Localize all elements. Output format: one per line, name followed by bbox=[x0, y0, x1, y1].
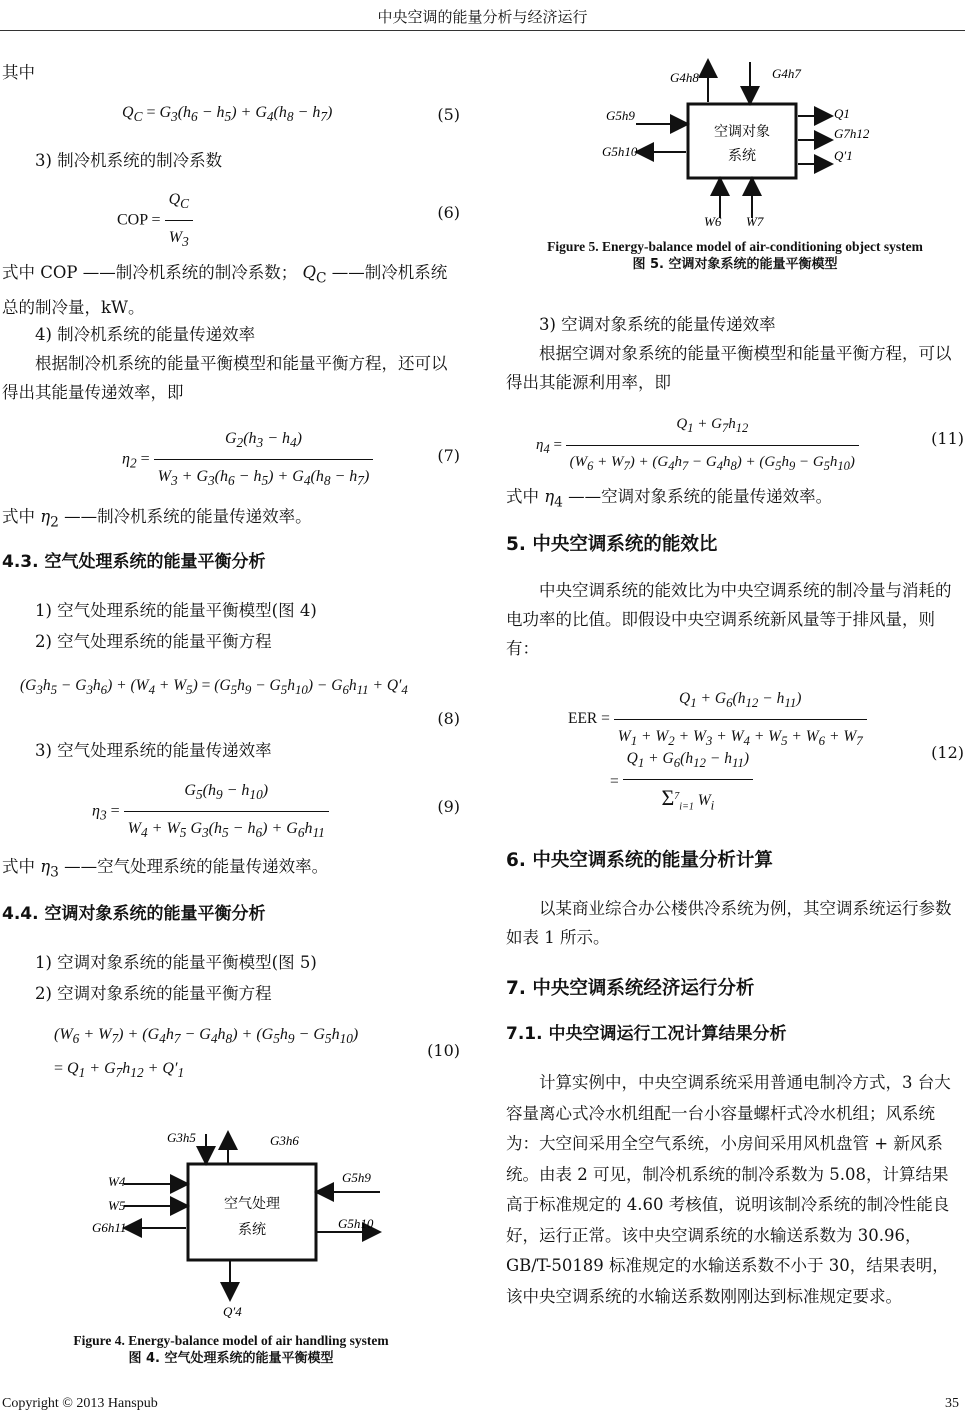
fig4-label-bottom-out: Q′4 bbox=[223, 1304, 242, 1319]
text-balance-efficiency: 根据制冷机系统的能量平衡模型和能量平衡方程，还可以得出其能量传递效率，即 bbox=[2, 354, 448, 402]
item-efficiency-heading: 4) 制冷机系统的能量传递效率 bbox=[35, 325, 256, 344]
figure-4-caption bbox=[2, 1332, 460, 1368]
equation-5: $Q_C = G_3(h_6 - h_5) + G_4(h_8 - h_7)$ bbox=[122, 104, 333, 125]
figure-5-diagram bbox=[600, 52, 870, 228]
fig4-box-line2: 系统 bbox=[238, 1222, 266, 1238]
equation-5-number: (5) bbox=[437, 105, 460, 124]
equation-10: $(W_6 + W_7) + (G_4h_7 - G_4h_8) + (G_5h_9 - G_5h_{10})$ = $Q_1 + G_7h_{12} + Q'_1$ bbox=[54, 1026, 359, 1081]
fig5-label-top-out: G4h8 bbox=[670, 70, 699, 85]
section-5-heading: 5. 中央空调系统的能效比 bbox=[506, 534, 718, 555]
equation-7-number: (7) bbox=[437, 446, 460, 465]
figure-5-caption-zh: 图 5. 空调对象系统的能量平衡模型 bbox=[632, 257, 838, 272]
section-7-1-heading: 7.1. 中央空调运行工况计算结果分析 bbox=[506, 1024, 787, 1044]
item-4-3-1: 1) 空气处理系统的能量平衡模型(图 4) bbox=[35, 601, 317, 620]
section-4-4-heading: 4.4. 空调对象系统的能量平衡分析 bbox=[2, 904, 266, 924]
item-4-4-1: 1) 空调对象系统的能量平衡模型(图 5) bbox=[35, 953, 317, 972]
fig5-label-bottom-in1: W6 bbox=[704, 214, 722, 228]
figure-4-caption-en: Figure 4. Energy-balance model of air handling system bbox=[73, 1333, 389, 1348]
fig4-label-right-out: G5h10 bbox=[338, 1216, 374, 1231]
fig5-label-bottom-in2: W7 bbox=[746, 214, 764, 228]
footer-copyright: Copyright © 2013 Hanspub bbox=[2, 1396, 158, 1411]
equation-10-number: (10) bbox=[427, 1041, 460, 1060]
equation-12-line2: = $\frac{Q_1 + G_6(h_{12} - h_{11})}{\Sigma^7_{i=1} W_i}$ bbox=[610, 744, 753, 821]
text-example: 以某商业综合办公楼供冷系统为例，其空调系统运行参数如表 1 所示。 bbox=[506, 899, 952, 947]
section-7-heading: 7. 中央空调系统经济运行分析 bbox=[506, 978, 755, 999]
fig4-box bbox=[188, 1164, 316, 1260]
fig4-label-top-in: G3h5 bbox=[167, 1130, 196, 1145]
text-qizhong: 其中 bbox=[2, 63, 35, 82]
fig4-label-left-in2: W5 bbox=[108, 1198, 126, 1213]
running-header: 中央空调的能量分析与经济运行 bbox=[377, 8, 588, 26]
figure-5-caption-en: Figure 5. Energy-balance model of air-conditioning object system bbox=[547, 239, 923, 254]
equation-7: $\eta_2$ = $\frac{G_2(h_3 - h_4)}{W_3 + G_3(h_6 - h_5) + G_4(h_8 - h_7)}$ bbox=[122, 424, 373, 495]
fig4-label-left-in1: W4 bbox=[108, 1174, 126, 1189]
fig5-label-left-in: G5h9 bbox=[606, 108, 635, 123]
section-4-3-heading: 4.3. 空气处理系统的能量平衡分析 bbox=[2, 552, 266, 572]
equation-12-number: (12) bbox=[931, 743, 964, 762]
figure-4-diagram bbox=[80, 1120, 400, 1320]
text-eer-definition: 中央空调系统的能效比为中央空调系统的制冷量与消耗的电功率的比值。即假设中央空调系统新风量等于排风量，则有： bbox=[506, 581, 952, 658]
footer-page-number: 35 bbox=[945, 1396, 959, 1411]
fig5-label-right-out1: Q1 bbox=[834, 106, 850, 121]
item-object-efficiency: 3) 空调对象系统的能量传递效率 bbox=[539, 315, 776, 334]
item-4-3-3: 3) 空气处理系统的能量传递效率 bbox=[35, 741, 272, 760]
text-eta3-def: 式中 $\eta_3$ ——空气处理系统的能量传递效率。 bbox=[2, 857, 329, 881]
equation-9-number: (9) bbox=[437, 797, 460, 816]
item-4-4-2: 2) 空调对象系统的能量平衡方程 bbox=[35, 984, 272, 1003]
item-cop-heading: 3) 制冷机系统的制冷系数 bbox=[35, 151, 223, 170]
text-result-analysis: 计算实例中，中央空调系统采用普通电制冷方式，3 台大容量离心式冷水机组配一台小容量螺杆式冷水机组；风系统为：大空间采用全空气系统，小房间采用风机盘管 + 新风系统。由表 2 可见，制冷机系统的制冷系数为 5.08，计算结果高于标准规定的 4.60 考核值，说明该制冷系统的制冷性能良好，运行正常。该中央空调系统的水输送系数为 30.96，GB/T-50189 标准规定的水输送系数不小于 30，结果表明，该中央空调系统的水输送系数刚刚达到标准规定要求。 bbox=[506, 1073, 951, 1306]
equation-11: $\eta_4$ = $\frac{Q_1 + G_7h_{12}}{(W_6 + W_7) + (G_4h_7 - G_4h_8) + (G_5h_9 - G_5h_{10})}$ bbox=[536, 410, 859, 481]
equation-6-number: (6) bbox=[437, 203, 460, 222]
fig4-label-top-out: G3h6 bbox=[270, 1133, 299, 1148]
fig5-label-right-out2: G7h12 bbox=[834, 126, 870, 141]
fig5-box-line2: 系统 bbox=[728, 148, 756, 164]
text-cop-def: 式中 COP ——制冷机系统的制冷系数； $Q_C$ ——制冷机系统总的制冷量，kW。 bbox=[2, 263, 448, 318]
text-eta2-def: 式中 $\eta_2$ ——制冷机系统的能量传递效率。 bbox=[2, 507, 312, 531]
fig4-box-line1: 空气处理 bbox=[224, 1196, 280, 1212]
text-source-utilization: 根据空调对象系统的能量平衡模型和能量平衡方程，可以得出其能源利用率，即 bbox=[506, 344, 952, 392]
fig5-box-line1: 空调对象 bbox=[714, 124, 770, 140]
fig4-label-right-in: G5h9 bbox=[342, 1170, 371, 1185]
equation-8-number: (8) bbox=[437, 709, 460, 728]
fig5-label-left-out: G5h10 bbox=[602, 144, 638, 159]
fig5-box bbox=[688, 104, 796, 178]
equation-12: EER = $\frac{Q_1 + G_6(h_{12} - h_{11})}{W_1 + W_2 + W_3 + W_4 + W_5 + W_6 + W_7}$ bbox=[568, 684, 867, 755]
equation-8: $(G_3h_5 - G_3h_6) + (W_4 + W_5) = (G_5h_9 - G_5h_{10}) - G_6h_{11} + Q'_4$ bbox=[20, 677, 408, 698]
item-4-3-2: 2) 空气处理系统的能量平衡方程 bbox=[35, 632, 272, 651]
equation-9: $\eta_3$ = $\frac{G_5(h_9 - h_{10})}{W_4 + W_5 G_3(h_5 - h_6) + G_6h_{11}}$ bbox=[92, 776, 329, 847]
fig5-label-top-in: G4h7 bbox=[772, 66, 801, 81]
header-rule bbox=[0, 30, 965, 31]
fig5-label-right-out3: Q′1 bbox=[834, 148, 853, 163]
fig4-label-left-out: G6h11 bbox=[92, 1220, 127, 1235]
figure-4-caption-zh: 图 4. 空气处理系统的能量平衡模型 bbox=[128, 1351, 334, 1366]
text-eta4-def: 式中 $\eta_4$ ——空调对象系统的能量传递效率。 bbox=[506, 487, 833, 511]
equation-11-number: (11) bbox=[931, 429, 964, 448]
figure-5-caption bbox=[506, 238, 964, 274]
section-6-heading: 6. 中央空调系统的能量分析计算 bbox=[506, 850, 773, 871]
equation-6: COP = $\frac{Q_C}{W_3}$ bbox=[117, 185, 193, 256]
